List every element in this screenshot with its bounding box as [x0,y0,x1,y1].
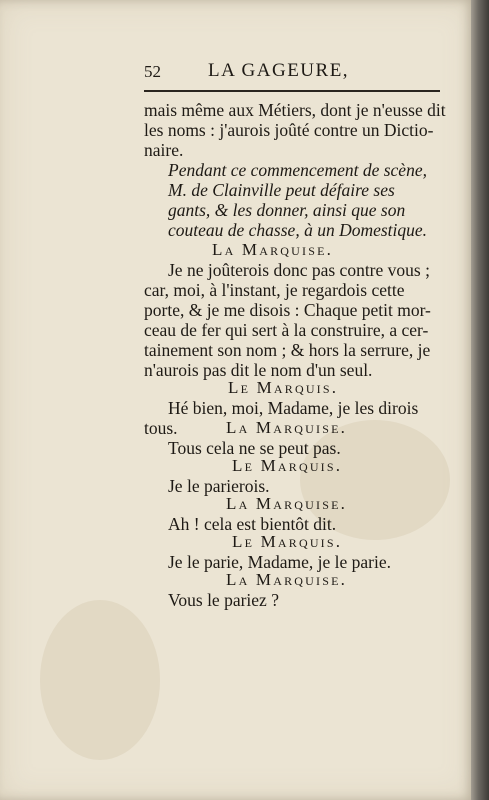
body-line: les noms : j'aurois joûté contre un Dictio- [144,120,434,140]
page-number: 52 [144,62,161,81]
speech-line: Je le parie, Madame, je le parie. [168,552,392,572]
speech-line: tous. [144,418,178,438]
speaker-label: Le Marquis. [232,532,343,551]
body-line: mais même aux Métiers, dont je n'eusse dit [144,100,446,120]
speaker-label: La Marquise. [226,494,348,513]
stage-direction-line: M. de Clainville peut défaire ses [168,180,395,200]
paper-stain [40,600,160,760]
header-rule [144,90,440,92]
speech-line: ceau de fer qui sert à la construire, a cer- [144,320,429,340]
stage-direction-line: Pendant ce commencement de scène, [168,160,427,180]
speech-line: Je le parierois. [168,476,270,496]
speaker-label: Le Marquis. [228,378,339,397]
speech-line: Hé bien, moi, Madame, je les dirois [168,398,419,418]
speech-line: Tous cela ne se peut pas. [168,438,341,458]
running-title: LA GAGEURE, [208,60,350,81]
speaker-label: La Marquise. [212,240,334,259]
speech-line: porte, & je me disois : Chaque petit mor- [144,300,431,320]
stage-direction-line: couteau de chasse, à un Domestique. [168,220,428,240]
stage-direction-line: gants, & les donner, ainsi que son [168,200,406,220]
speech-line: Je ne joûterois donc pas contre vous ; [168,260,430,280]
speech-line: car, moi, à l'instant, je regardois cette [144,280,405,300]
speech-line: Vous le pariez ? [168,590,279,610]
speech-line: tainement son nom ; & hors la serrure, je [144,340,431,360]
speaker-label: Le Marquis. [232,456,343,475]
scan-edge [471,0,489,800]
speaker-label: La Marquise. [226,570,348,589]
speech-line: Ah ! cela est bientôt dit. [168,514,337,534]
speaker-label: La Marquise. [226,418,348,437]
body-line: naire. [144,140,184,160]
page-header [144,58,440,88]
speech-line: n'aurois pas dit le nom d'un seul. [144,360,373,380]
